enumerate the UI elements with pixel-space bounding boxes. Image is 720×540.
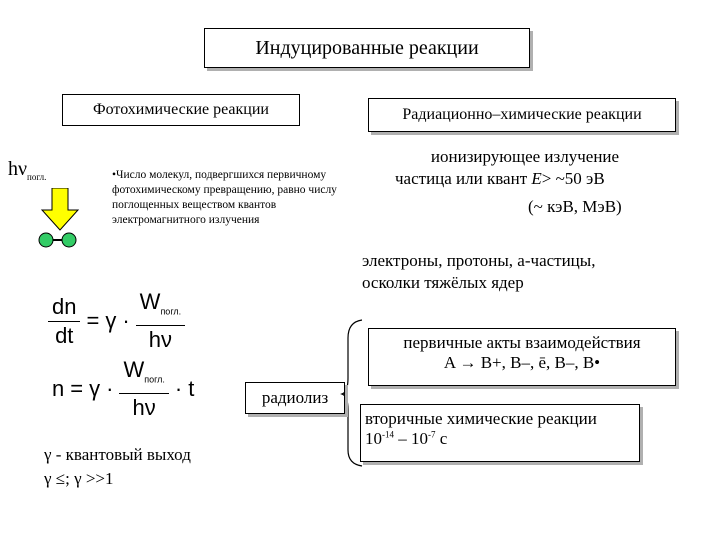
atom-left-icon xyxy=(39,233,53,247)
gamma-symbol: γ xyxy=(105,308,117,334)
fraction-w-hv xyxy=(119,356,168,422)
photon-label xyxy=(8,158,46,188)
equals-sign: = xyxy=(86,308,100,334)
secondary-reactions-time: $10^{-14} - 10^{-7}$ с xyxy=(365,429,448,448)
gamma-range-text: γ ≤; γ >>1 xyxy=(44,469,114,488)
nu-subscript: погл. xyxy=(27,172,47,182)
ionizing-line-1: ионизирующее излучение xyxy=(430,147,620,166)
photochemical-law-text: •Число молекул, подвергшихся первичному фотохимическому превращению, равно числу поглощенных веществом квантов электромагнитного излучения xyxy=(112,169,337,226)
gamma-symbol: γ xyxy=(89,376,101,402)
formula-rate xyxy=(48,288,185,354)
h-symbol: h xyxy=(8,158,18,180)
ionizing-radiation-text xyxy=(390,146,660,168)
particles-line-1: электроны, протоны, а-частицы, xyxy=(362,251,596,270)
denominator-hv: hν xyxy=(148,327,173,353)
radiolysis-box xyxy=(245,382,345,414)
quantum-yield-text: γ - квантовый выход xyxy=(44,445,191,464)
right-arrow-icon: → xyxy=(459,353,477,372)
dot-operator: · xyxy=(106,376,114,402)
photon-arrow-diagram xyxy=(36,188,86,258)
t-symbol: t xyxy=(188,376,195,402)
nu-symbol: ν xyxy=(18,158,28,180)
numerator-w: $W_{погл.}$ xyxy=(119,356,168,394)
particles-line-2: осколки тяжёлых ядер xyxy=(362,273,524,292)
denominator-dt: dt xyxy=(55,322,74,348)
fraction-w-hv xyxy=(136,288,185,354)
dot-operator: · xyxy=(122,308,130,334)
down-arrow-icon xyxy=(42,188,78,230)
radiolysis-label: радиолиз xyxy=(261,388,329,407)
photochemical-box xyxy=(62,94,300,126)
secondary-reactions-title: вторичные химические реакции xyxy=(365,409,597,428)
atom-right-icon xyxy=(62,233,76,247)
ionizing-line-3: (~ кэВ, МэВ) xyxy=(528,197,622,216)
formula-total xyxy=(52,356,194,422)
title-box xyxy=(204,28,530,68)
photochemical-label: Фотохимические реакции xyxy=(92,101,269,118)
ionizing-line-2: частица или квант E> ~50 эВ xyxy=(395,169,605,188)
dot-operator-2: · xyxy=(174,376,183,402)
numerator-dn: dn xyxy=(48,293,80,322)
radiation-chemical-label: Радиационно–химические реакции xyxy=(402,106,642,123)
numerator-w: $W_{погл.}$ xyxy=(136,288,185,326)
n-symbol: n xyxy=(52,376,65,402)
fraction-dn-dt xyxy=(48,293,80,350)
radiation-chemical-box xyxy=(368,98,676,132)
primary-acts-equation: A → B+, B–, ē, B–, B• xyxy=(443,353,601,372)
particles-text xyxy=(362,250,595,294)
secondary-reactions-box xyxy=(360,404,640,462)
denominator-hv: hν xyxy=(132,395,156,421)
primary-acts-title: первичные акты взаимодействия xyxy=(403,333,641,352)
page-title: Индуцированные реакции xyxy=(255,36,479,59)
primary-acts-box xyxy=(368,328,676,386)
equals-sign: = xyxy=(70,376,84,402)
